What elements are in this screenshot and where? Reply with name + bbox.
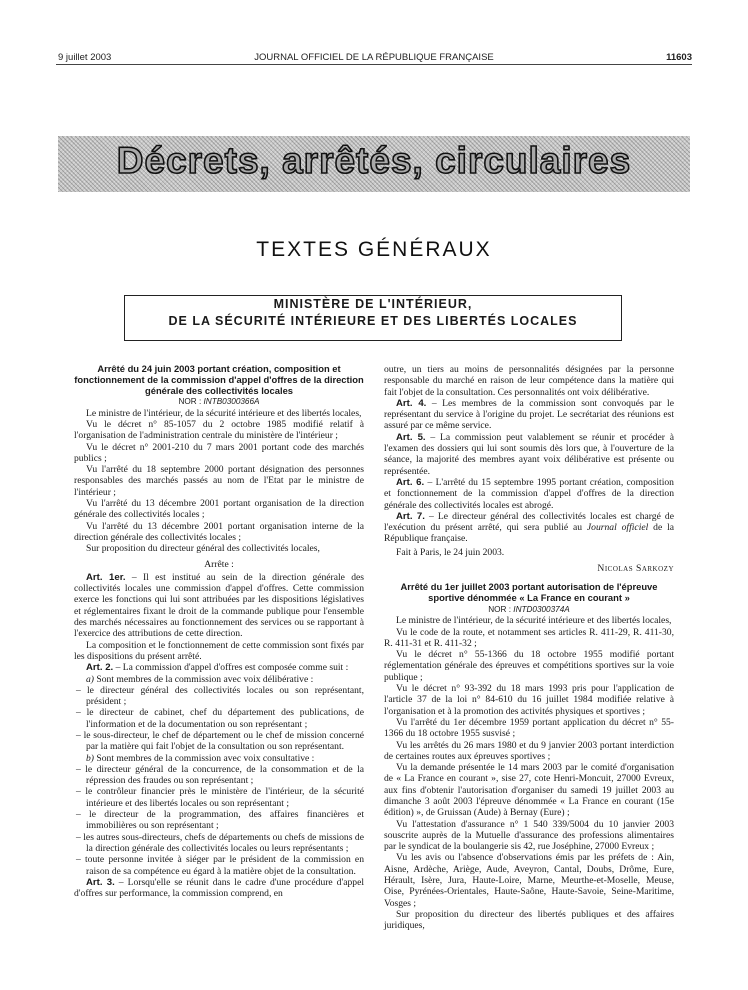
nor-code: INTD0300374A [513, 604, 570, 614]
paragraph: Le ministre de l'intérieur, de la sécurité intérieure et des libertés locales, [86, 407, 362, 419]
list-item: – le directeur général des collectivités locales ou son représentant, président ; [76, 684, 364, 708]
article-heading: Art. 5. [396, 431, 426, 443]
sub-item [74, 753, 364, 764]
article-text: – Les membres de la commission sont convoqués par le représentant du service à l'origine du projet. Le secrétariat des réunions est assuré par ce même service. [384, 397, 674, 432]
sub-item [74, 674, 364, 685]
nor-label: NOR : [178, 397, 202, 407]
article-heading: Art. 7. [396, 510, 425, 522]
decree-title: Arrêté du 24 juin 2003 portant création, composition et fonctionnement de la commission d'appel d'offres de la direction générale des collectivités locales [74, 363, 364, 396]
article-text: – Il est institué au sein de la direction générale des collectivités locales une commission d'appel d'offres. Cette commission exerce les fonctions qui lui sont attribuées par les dispositions législatives et réglementaires fixant le droit de la commande publique pour l'ensemble des marchés nécessaires au fonctionnement des services ou se rapportant à l'exercice des attributions de cette direction. [74, 571, 364, 640]
list-item: – le directeur de cabinet, chef du département des publications, de l'information et de la documentation ou son représentant ; [76, 707, 364, 730]
list-item: – toute personne invitée à siéger par le président de la commission en raison de sa compétence eu égard à la matière objet de la consultation. [76, 854, 364, 877]
article-heading: Art. 4. [396, 397, 427, 409]
article [384, 398, 674, 432]
paragraph: Vu le décret n° 2001-210 du 7 mars 2001 portant code des marchés publics ; [74, 441, 364, 464]
paragraph: Vu l'arrêté du 13 décembre 2001 portant organisation interne de la direction générale des collectivités locales ; [74, 520, 364, 543]
section-heading: TEXTES GÉNÉRAUX [256, 238, 492, 261]
left-column [74, 364, 364, 899]
article-text: – La commission d'appel d'offres est composée comme suit : [113, 662, 349, 674]
article-text: – Lorsqu'elle se réunit dans le cadre d'une procédure d'appel d'offres sur performance, la commission comprend, en [74, 876, 364, 900]
article-heading: Art. 6. [396, 476, 425, 488]
header-rule [56, 64, 692, 65]
paragraph: Vu le décret n° 85-1057 du 2 octobre 1985 modifié relatif à l'organisation de l'administration centrale du ministère de l'intérieur ; [74, 418, 364, 442]
ministry-box [124, 295, 622, 341]
page-date: 9 juillet 2003 [58, 52, 112, 63]
paragraph: Vu l'arrêté du 13 décembre 2001 portant organisation de la direction générale des collectivités locales ; [74, 498, 364, 521]
paragraph: Vu les avis ou l'absence d'observations émis par les préfets de : Ain, Aisne, Ardèche, Ariège, Aude, Aveyron, Cantal, Doubs, Drôme, Eure, Hérault, Isère, Jura, Haute-Loire, Marne, Meurthe-et-Moselle, Meuse, Oise, Pyrénées-Orientales, Haute-Saône, Haute-Savoie, Seine-Maritime, Vosges ; [384, 852, 674, 909]
article-heading: Art. 3. [86, 876, 115, 888]
paragraph: Vu le décret n° 93-392 du 18 mars 1993 pris pour l'application de l'article 37 de la loi n° 84-610 du 16 juillet 1984 modifiée relative à l'organisation et à la promotion des activités physiques et sportives ; [384, 683, 674, 717]
ministry-line-1: MINISTÈRE DE L'INTÉRIEUR, [273, 297, 473, 311]
paragraph: La composition et le fonctionnement de cette commission sont fixés par les dispositions du présent arrêté. [74, 639, 364, 662]
banner-title: Décrets, arrêtés, circulaires [116, 140, 632, 181]
sub-letter: b) [86, 752, 94, 764]
article [74, 662, 364, 673]
article-text: – La commission peut valablement se réunir et procéder à l'examen des dossiers qui lui sont soumis dès lors que, à l'ouverture de la séance, la majorité des membres ayant voix délibérative est présente ou représentée. [384, 431, 674, 477]
list-item: – le directeur général de la concurrence, de la consommation et de la répression des fraudes ou son représentant ; [76, 763, 364, 787]
article-text: – Le directeur général des collectivités locales est chargé de l'exécution du présent arrêté, qui sera publié au [384, 510, 674, 534]
paragraph: Vu la demande présentée le 14 mars 2003 par le comité d'organisation de « La France en courant », sise 27, cote Henri-Moncuit, 27000 Evreux, aux fins d'obtenir l'autorisation d'organiser du samedi 19 juillet 2003 au dimanche 3 août 2003 l'épreuve dénommée « La France en courant (15e édition) », de Gruissan (Aude) à Bernay (Eure) ; [384, 762, 674, 819]
arrete-label: Arrête : [204, 558, 234, 570]
paragraph: Vu l'arrêté du 18 septembre 2000 portant désignation des personnes responsables des marchés passés au nom de l'Etat par le ministre de l'intérieur ; [74, 464, 364, 498]
list-item: – le sous-directeur, le chef de département ou le chef de mission concerné par la matière qui fait l'objet de la consultation ou son représentant. [76, 730, 364, 753]
paragraph: Sur proposition du directeur des libertés publiques et des affaires juridiques, [384, 908, 674, 932]
article-heading: Art. 2. [86, 662, 114, 674]
paragraph: Vu les arrêtés du 26 mars 1980 et du 9 janvier 2003 portant interdiction de certaines routes aux épreuves sportives ; [384, 739, 674, 762]
sub-letter: a) [86, 673, 94, 685]
article [74, 877, 364, 900]
signature: Nicolas Sarkozy [597, 563, 674, 575]
article-text: de la République française. [384, 522, 674, 545]
list-item: – le directeur de la programmation, des affaires financières et immobilières ou son représentant ; [76, 809, 364, 832]
paragraph: outre, un tiers au moins de personnalités désignées par la personne responsable du marché en raison de leur compétence dans la matière qui fait l'objet de la consultation. Ces personnalités ont voix délibérative. [384, 364, 674, 398]
article [384, 477, 674, 511]
place-date: Fait à Paris, le 24 juin 2003. [396, 546, 505, 558]
sub-text: Sont membres de la commission avec voix délibérative : [94, 673, 314, 685]
article [74, 572, 364, 640]
paragraph: Vu le décret n° 55-1366 du 18 octobre 1955 modifié portant réglementation générale des épreuves et compétitions sportives sur la voie publique ; [384, 649, 674, 683]
right-column [384, 364, 674, 932]
article-text: – L'arrêté du 15 septembre 1995 portant création, composition et fonctionnement de la commission d'appel d'offres de la direction générale des collectivités locales est abrogé. [384, 476, 674, 511]
journal-title: JOURNAL OFFICIEL DE LA RÉPUBLIQUE FRANÇAISE [254, 52, 494, 63]
sub-text: Sont membres de la commission avec voix consultative : [94, 752, 315, 764]
list-item: – le contrôleur financier près le ministère de l'intérieur, de la sécurité intérieure et des libertés locales ou son représentant ; [76, 786, 364, 809]
section-banner [58, 136, 690, 192]
nor-label: NOR : [488, 604, 512, 614]
paragraph: Vu le code de la route, et notamment ses articles R. 411-29, R. 411-30, R. 411-31 et R. 411-32 ; [384, 626, 674, 649]
paragraph: Sur proposition du directeur général des collectivités locales, [86, 543, 320, 555]
paragraph: Le ministre de l'intérieur, de la sécurité intérieure et des libertés locales, [396, 615, 672, 627]
journal-officiel-italic: Journal officiel [586, 522, 649, 534]
nor-reference [74, 396, 364, 407]
article [384, 432, 674, 477]
article-heading: Art. 1er. [86, 571, 126, 583]
nor-code: INTB0300366A [203, 397, 260, 407]
page-number: 11603 [666, 52, 692, 63]
paragraph: Vu l'attestation d'assurance n° 1 540 339/5004 du 10 janvier 2003 souscrite auprès de la Mutuelle d'assurance des professions alimentaires par le syndicat de la boulangerie sis 42, rue Joséphine, 27000 Evreux ; [384, 818, 674, 853]
decree-title: Arrêté du 1er juillet 2003 portant autorisation de l'épreuve sportive dénommée « La France en courant » [400, 581, 658, 604]
list-item: – les autres sous-directeurs, chefs de départements ou chefs de missions de la direction générale des collectivités locales ou leurs représentants ; [76, 831, 364, 854]
nor-reference [384, 604, 674, 615]
paragraph: Vu l'arrêté du 1er décembre 1959 portant application du décret n° 55-1366 du 18 octobre 1955 susvisé ; [384, 716, 674, 740]
ministry-line-2: DE LA SÉCURITÉ INTÉRIEURE ET DES LIBERTÉS LOCALES [168, 314, 578, 328]
article [384, 511, 674, 545]
